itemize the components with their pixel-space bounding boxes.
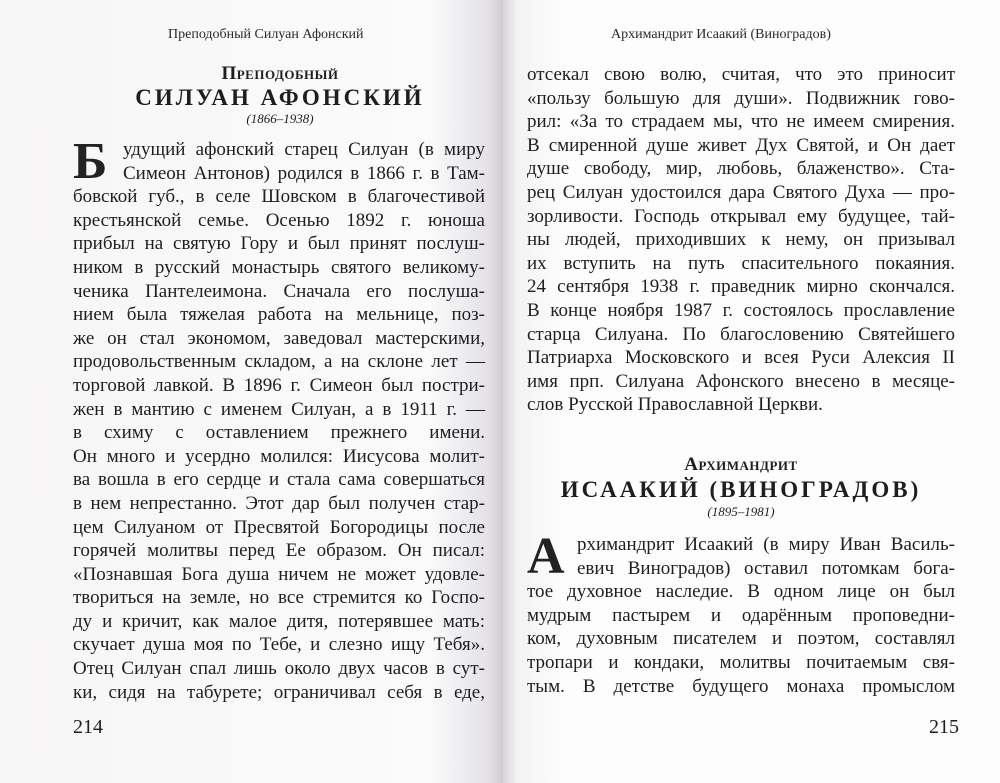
body-text (527, 533, 955, 698)
body-text-continued (527, 63, 955, 417)
text-line: ком, духовным писателем и поэтом, составлял (527, 628, 955, 650)
text-line: рец Силуан удостоился дара Святого Духа — про- (527, 181, 955, 203)
text-line: жен в мантию с именем Силуан, а в 1911 г. — (73, 398, 485, 420)
text-line: их вступить на путь спасительного покаяния. (527, 252, 955, 274)
text-line: ченика Пантелеимона. Сначала его послуша- (73, 280, 485, 302)
right-page (503, 0, 1000, 783)
text-line: ду и кричит, как малое дитя, потерявшее мать: (73, 610, 485, 632)
text-line: В конце ноября 1987 г. состоялось прославление (527, 299, 955, 321)
text-line: мудрым пастырем и одарённым проповедни- (527, 604, 955, 626)
text-line: рхимандрит Исаакий (в миру Иван Василь- (577, 534, 955, 555)
text-line: тое духовное наследие. В одном лице он был (527, 581, 955, 603)
text-line: рил: «За то страдаем мы, что не имеем смирения. (527, 111, 955, 133)
text-line: душе свободу, мир, любовь, блаженство». Ста- (527, 158, 955, 180)
heading-title-small: Архимандрит (684, 454, 798, 475)
text-line: отсекал свою волю, считая, что это приносит (527, 64, 955, 85)
text-line: торговой лавкой. В 1896 г. Симеон был постри- (73, 374, 485, 396)
body-text (73, 138, 485, 704)
text-line: ки, сидя на табурете; ограничивал себя в еде, (73, 681, 485, 703)
text-line: тропари и кондаки, молитвы почитаемым свя- (527, 651, 955, 673)
text-line: горячей молитвы перед Ее образом. Он писал: (73, 540, 485, 562)
text-line: ником в русский монастырь святого великому- (73, 256, 485, 278)
text-line: Он много и усердно молился: Иисусова молит- (73, 445, 485, 467)
text-line: слов Русской Православной Церкви. (527, 394, 823, 416)
drop-cap: А (527, 533, 565, 580)
text-line: Патриарха Московского и всея Руси Алексия II (527, 347, 955, 369)
text-line: нием была тяжелая работа на мельнице, поз- (73, 304, 485, 326)
page-number: 215 (929, 716, 959, 738)
text-line: имя прп. Силуана Афонского внесено в месяце- (527, 370, 955, 392)
text-line: старца Силуана. По благословению Святейшего (527, 323, 955, 345)
text-line: «пользу большую для души». Подвижник гово- (527, 87, 955, 109)
text-line: крестьянской семье. Осенью 1892 г. юноша (73, 209, 485, 231)
heading-years: (1895–1981) (707, 504, 775, 519)
text-line: же он стал экономом, заведовал мастерскими, (73, 327, 485, 349)
text-line: Симеон Антонов) родился в 1866 г. в Там- (123, 162, 485, 184)
heading-years: (1866–1938) (246, 111, 314, 126)
text-line: цем Силуаном от Пресвятой Богородицы после (73, 516, 485, 538)
text-line: в нем непрестанно. Этот дар был получен стар- (73, 492, 485, 514)
text-line: «Познавшая Бога душа ничем не может удовле- (73, 563, 485, 585)
text-line: прибыл на святую Гору и был принят послуш- (73, 233, 485, 255)
running-head: Архимандрит Исаакий (Виноградов) (611, 27, 831, 42)
text-line: тым. В детстве будущего монаха промыслом (527, 675, 955, 697)
text-line: Отец Силуан спал лишь около двух часов в сут- (73, 658, 485, 680)
drop-cap: Б (73, 138, 108, 185)
text-line: бовской губ., в селе Шовском в благочестивой (73, 186, 485, 208)
heading-title: СИЛУАН АФОНСКИЙ (135, 85, 425, 110)
text-line: ва вошла в его сердце и стала сама совершаться (73, 469, 485, 491)
running-head: Преподобный Силуан Афонский (168, 27, 364, 42)
text-line: продовольственным складом, а на склоне лет — (73, 351, 485, 373)
heading-title: ИСААКИЙ (ВИНОГРАДОВ) (560, 477, 922, 502)
text-line: В смиренной душе живет Дух Святой, и Он дает (527, 134, 955, 156)
text-line: скучает душа моя по Тебе, и слезно ищу Тебя». (73, 634, 485, 656)
text-line: в схиму с оставлением прежнего имени. (73, 422, 485, 444)
text-line: евич Виноградов) оставил потомкам бога- (577, 557, 955, 579)
text-line: 24 сентября 1938 г. праведник мирно скончался. (527, 276, 955, 298)
text-line: твориться на земле, но все стремится ко Госпо- (73, 587, 485, 609)
page-number: 214 (73, 716, 103, 738)
text-line: ны людей, приходивших к нему, он призывал (527, 229, 955, 251)
text-line: удущий афонский старец Силуан (в миру (123, 139, 485, 160)
heading-title-small: Преподобный (221, 63, 339, 84)
text-line: зорливости. Господь открывал ему будущее, тай- (527, 205, 955, 227)
